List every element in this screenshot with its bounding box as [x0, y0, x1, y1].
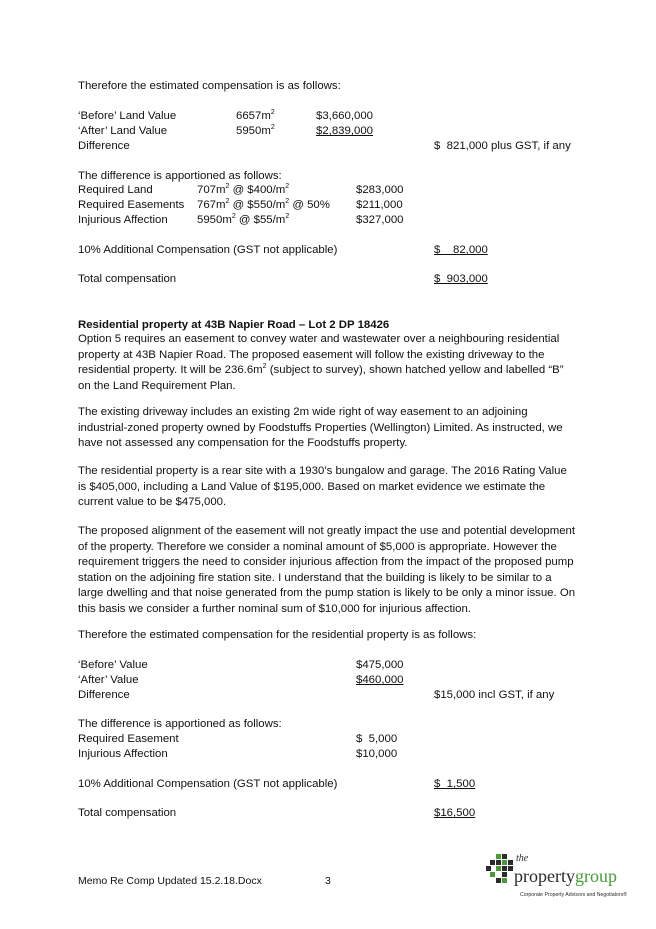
after-land-area: $5950m^2$ [236, 124, 275, 137]
required-land-value: $283,000 [356, 184, 404, 196]
required-land-calc: $707m^2$ @ $\$400/m^2$ [197, 183, 290, 196]
after-value-label: ‘After’ Value [78, 674, 139, 686]
footer-page-number: 3 [325, 875, 331, 887]
paragraph-alignment: The proposed alignment of the easement will not greatly impact the use and potential development of the property. Therefore we consider a nominal amount of $5,000 is appropriate. However the requirement triggers the need to consider injurious affection from the impact of the proposed pump station on the adjoining fire station site. I understand that the building is likely to be similar to a large dwelling and that noise generated from the pump station is likely to be only a minor issue. On this basis we consider a further nominal sum of $10,000 for injurious affection. [78, 525, 576, 615]
residential-additional-label: 10% Additional Compensation (GST not applicable) [78, 778, 338, 790]
required-easements-label: Required Easements [78, 199, 185, 211]
injurious-affection-value: $327,000 [356, 214, 404, 226]
before-land-value-label: ‘Before’ Land Value [78, 110, 177, 122]
difference-value: $ 821,000 plus GST, if any [434, 140, 571, 152]
residential-apportioned-intro: The difference is apportioned as follows: [78, 718, 282, 730]
additional-compensation-value: $ 82,000 [434, 244, 488, 256]
required-easement-value: $ 5,000 [356, 733, 398, 745]
residential-total-value: $16,500 [434, 807, 476, 819]
section-heading: Residential property at 43B Napier Road – Lot 2 DP 18426 [78, 319, 390, 331]
paragraph-driveway: The existing driveway includes an existing 2m wide right of way easement to an adjoining industrial-zoned property owned by Foodstuffs Properties (Wellington) Limited. As instructed, we have not assessed any compensation for the Foodstuffs property. [78, 406, 563, 450]
apportioned-intro: The difference is apportioned as follows: [78, 170, 282, 182]
before-value: $475,000 [356, 659, 404, 671]
residential-total-label: Total compensation [78, 807, 177, 819]
logo-wordmark: propertygroup [514, 866, 617, 886]
required-land-label: Required Land [78, 184, 153, 196]
before-land-area: $6657m^2$ [236, 109, 275, 122]
total-compensation-label: Total compensation [78, 273, 177, 285]
total-compensation-value: $ 903,000 [434, 273, 488, 285]
company-logo [486, 850, 628, 908]
after-land-value-label: ‘After’ Land Value [78, 125, 168, 137]
paragraph-easement: Option 5 requires an easement to convey water and wastewater over a neighbouring residential property at 43B Napier Road. The proposed easement will follow the existing driveway to the residential property. It will be $236.6m^2$ (subject to survey), shown hatched yellow and labelled “B” on the Land Requirement Plan. [78, 333, 564, 392]
residential-difference-label: Difference [78, 689, 130, 701]
difference-label: Difference [78, 140, 130, 152]
residential-additional-value: $ 1,500 [434, 778, 476, 790]
required-easements-value: $211,000 [356, 199, 403, 211]
logo-the: the [516, 853, 529, 864]
logo-tagline: Corporate Property Advisors and Negotiators® [520, 892, 628, 898]
footer-filename: Memo Re Comp Updated 15.2.18.Docx [78, 875, 262, 887]
before-value-label: ‘Before’ Value [78, 659, 148, 671]
additional-compensation-label: 10% Additional Compensation (GST not applicable) [78, 244, 338, 256]
before-land-value: $3,660,000 [316, 110, 374, 122]
paragraph-rating-value: The residential property is a rear site with a 1930’s bungalow and garage. The 2016 Rating Value is $405,000, including a Land Value of $195,000. Based on market evidence we estimate the current value to be $475,000. [78, 465, 567, 509]
compensation-intro: Therefore the estimated compensation is as follows: [78, 80, 341, 92]
after-value: $460,000 [356, 674, 404, 686]
residential-injurious-label: Injurious Affection [78, 748, 168, 760]
required-easements-calc: $767m^2$ @ $\$550/m^2$ @ 50% [197, 198, 330, 211]
residential-injurious-value: $10,000 [356, 748, 398, 760]
injurious-affection-calc: $5950m^2$ @ $\$55/m^2$ [197, 213, 290, 226]
after-land-value: $2,839,000 [316, 125, 374, 137]
required-easement-label: Required Easement [78, 733, 179, 745]
residential-difference-value: $15,000 incl GST, if any [434, 689, 555, 701]
residential-compensation-intro: Therefore the estimated compensation for the residential property is as follows: [78, 629, 477, 641]
injurious-affection-label: Injurious Affection [78, 214, 168, 226]
